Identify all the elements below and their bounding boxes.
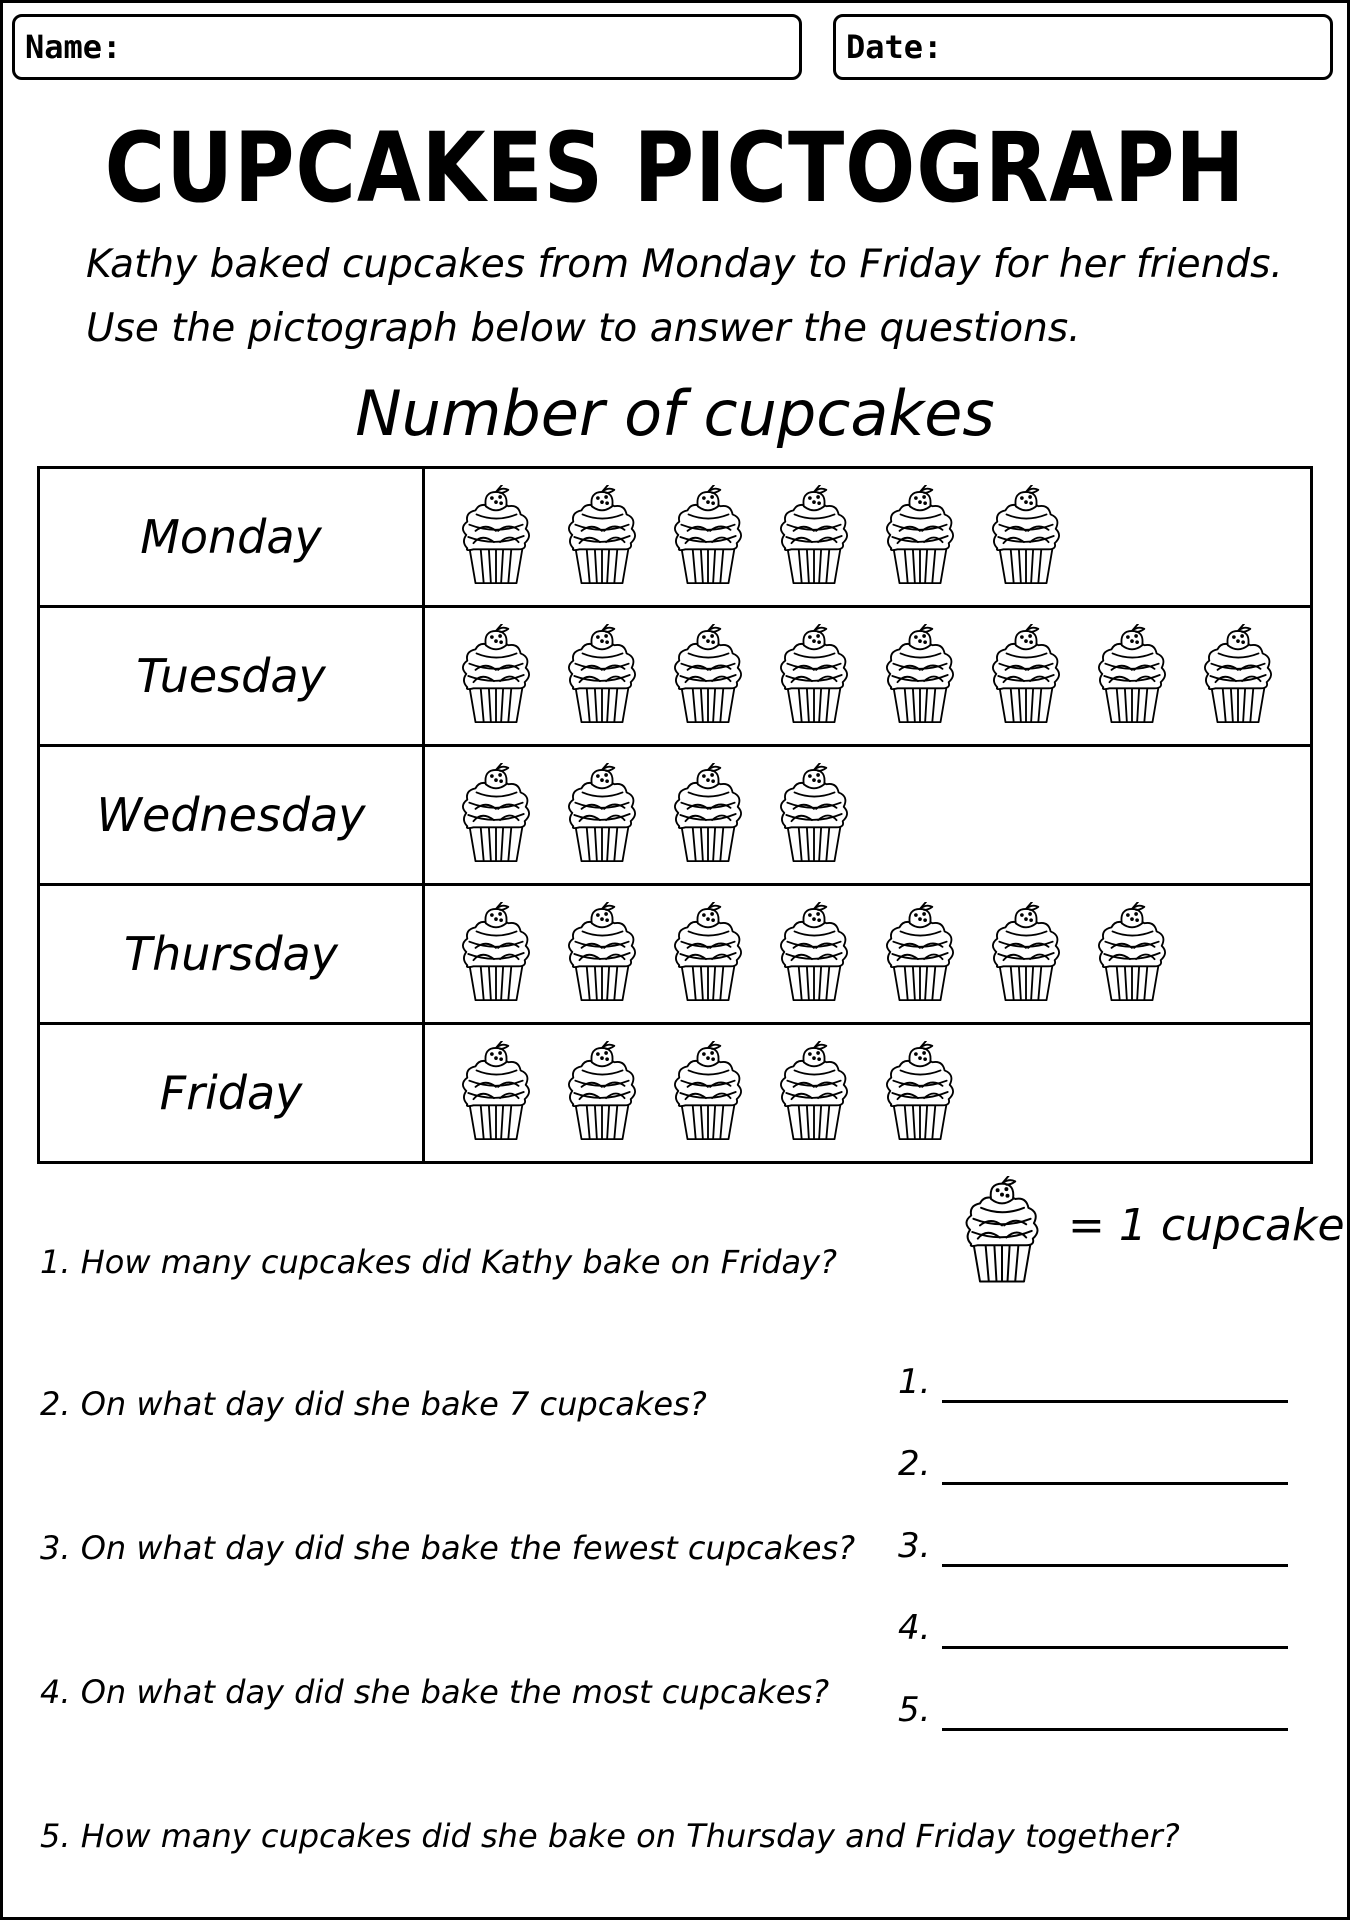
cupcake-icon — [773, 763, 855, 867]
cupcake-cell — [424, 885, 1312, 1024]
cupcake-icon — [773, 902, 855, 1006]
cupcake-icon — [879, 485, 961, 589]
answer-4[interactable] — [898, 1604, 1298, 1654]
cupcake-icon — [985, 902, 1067, 1006]
cupcake-icon — [879, 1041, 961, 1145]
answer-number: 1. — [898, 1362, 931, 1402]
cupcake-icon — [879, 624, 961, 728]
day-label: Friday — [39, 1024, 424, 1163]
cupcake-icon — [879, 902, 961, 1006]
chart-title: Number of cupcakes — [355, 377, 995, 450]
pictograph-row-wednesday — [39, 746, 1312, 885]
date-field[interactable] — [833, 14, 1333, 80]
question-4: 4. On what day did she bake the most cupcakes? — [40, 1673, 830, 1711]
cupcake-cell — [424, 746, 1312, 885]
name-label: Name: — [25, 28, 122, 66]
cupcake-icon — [667, 485, 749, 589]
answer-5[interactable] — [898, 1686, 1298, 1736]
day-label: Thursday — [39, 885, 424, 1024]
cupcake-icon — [1091, 902, 1173, 1006]
answer-line[interactable] — [942, 1728, 1288, 1731]
pictograph-row-thursday — [39, 885, 1312, 1024]
answer-line[interactable] — [942, 1400, 1288, 1403]
cupcake-icon — [1197, 624, 1279, 728]
day-label: Wednesday — [39, 746, 424, 885]
pictograph-row-monday — [39, 468, 1312, 607]
pictograph-table — [37, 466, 1313, 1164]
day-label: Monday — [39, 468, 424, 607]
intro-line-2: Use the pictograph below to answer the questions. — [86, 306, 1081, 351]
cupcake-cell — [424, 1024, 1312, 1163]
answer-number: 4. — [898, 1608, 931, 1648]
date-label: Date: — [846, 28, 943, 66]
answer-2[interactable] — [898, 1440, 1298, 1490]
pictograph-row-friday — [39, 1024, 1312, 1163]
cupcake-row — [455, 886, 1310, 1022]
cupcake-cell — [424, 607, 1312, 746]
cupcake-cell — [424, 468, 1312, 607]
answer-line[interactable] — [942, 1482, 1288, 1485]
question-1: 1. How many cupcakes did Kathy bake on Friday? — [40, 1243, 838, 1281]
name-field[interactable] — [12, 14, 802, 80]
cupcake-icon — [561, 902, 643, 1006]
cupcake-icon — [773, 485, 855, 589]
cupcake-icon — [985, 624, 1067, 728]
cupcake-icon — [455, 485, 537, 589]
cupcake-icon — [455, 902, 537, 1006]
cupcake-icon — [958, 1176, 1046, 1288]
cupcake-icon — [455, 624, 537, 728]
cupcake-icon — [561, 763, 643, 867]
cupcake-icon — [561, 485, 643, 589]
question-5: 5. How many cupcakes did she bake on Thursday and Friday together? — [40, 1817, 1180, 1855]
answer-number: 5. — [898, 1690, 931, 1730]
day-label: Tuesday — [39, 607, 424, 746]
cupcake-row — [455, 608, 1310, 744]
question-3: 3. On what day did she bake the fewest cupcakes? — [40, 1529, 856, 1567]
cupcake-icon — [667, 902, 749, 1006]
pictograph-row-tuesday — [39, 607, 1312, 746]
intro-line-1: Kathy baked cupcakes from Monday to Friday for her friends. — [86, 242, 1283, 287]
cupcake-row — [455, 469, 1310, 605]
legend — [958, 1176, 1345, 1296]
cupcake-icon — [1091, 624, 1173, 728]
cupcake-icon — [773, 624, 855, 728]
answer-line[interactable] — [942, 1646, 1288, 1649]
cupcake-row — [455, 1025, 1310, 1161]
cupcake-icon — [667, 624, 749, 728]
question-2: 2. On what day did she bake 7 cupcakes? — [40, 1385, 707, 1423]
cupcake-icon — [985, 485, 1067, 589]
answer-number: 2. — [898, 1444, 931, 1484]
page-title: CUPCAKES PICTOGRAPH — [104, 112, 1246, 224]
answer-1[interactable] — [898, 1358, 1298, 1408]
cupcake-icon — [773, 1041, 855, 1145]
legend-text: = 1 cupcake — [1068, 1200, 1345, 1251]
cupcake-icon — [561, 1041, 643, 1145]
cupcake-icon — [455, 763, 537, 867]
cupcake-row — [455, 747, 1310, 883]
cupcake-icon — [667, 763, 749, 867]
cupcake-icon — [455, 1041, 537, 1145]
cupcake-icon — [667, 1041, 749, 1145]
cupcake-icon — [561, 624, 643, 728]
answer-number: 3. — [898, 1526, 931, 1566]
answer-line[interactable] — [942, 1564, 1288, 1567]
answer-3[interactable] — [898, 1522, 1298, 1572]
